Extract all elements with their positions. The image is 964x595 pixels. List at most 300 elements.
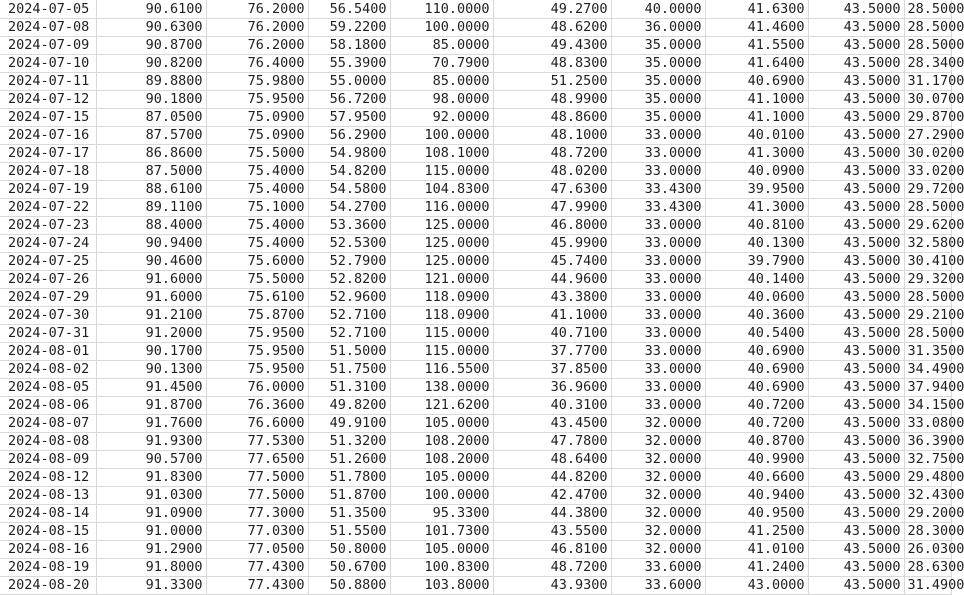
- value-cell[interactable]: 40.9500: [705, 505, 808, 523]
- value-cell[interactable]: 40.7100: [493, 325, 611, 343]
- value-cell[interactable]: 76.2000: [206, 37, 308, 55]
- value-cell[interactable]: 41.3000: [705, 199, 808, 217]
- value-cell[interactable]: 91.2900: [96, 541, 206, 559]
- value-cell[interactable]: 33.0000: [611, 163, 705, 181]
- value-cell[interactable]: 33.0000: [611, 307, 705, 325]
- value-cell[interactable]: 43.5000: [808, 469, 904, 487]
- value-cell[interactable]: 43.5000: [808, 199, 904, 217]
- value-cell[interactable]: 52.7900: [308, 253, 390, 271]
- date-cell[interactable]: 2024-07-11: [0, 73, 96, 91]
- value-cell[interactable]: 30.0700: [904, 91, 951, 109]
- date-cell[interactable]: 2024-07-05: [0, 0, 96, 19]
- value-cell[interactable]: 58.1800: [308, 37, 390, 55]
- value-cell[interactable]: 43.5000: [808, 55, 904, 73]
- value-cell[interactable]: 41.3000: [705, 145, 808, 163]
- value-cell[interactable]: 47.6300: [493, 181, 611, 199]
- value-cell[interactable]: 40.6900: [705, 343, 808, 361]
- value-cell[interactable]: 54.5800: [308, 181, 390, 199]
- value-cell[interactable]: 43.5000: [808, 289, 904, 307]
- value-cell[interactable]: 75.5000: [206, 145, 308, 163]
- value-cell[interactable]: 43.5000: [808, 0, 904, 19]
- value-cell[interactable]: 43.5000: [808, 307, 904, 325]
- value-cell[interactable]: 33.0800: [904, 415, 951, 433]
- value-cell[interactable]: 41.2400: [705, 559, 808, 577]
- date-cell[interactable]: 2024-08-12: [0, 469, 96, 487]
- value-cell[interactable]: 32.4300: [904, 487, 951, 505]
- value-cell[interactable]: 40.0600: [705, 289, 808, 307]
- value-cell[interactable]: 54.8200: [308, 163, 390, 181]
- value-cell[interactable]: 118.0900: [390, 289, 493, 307]
- value-cell[interactable]: 88.4000: [96, 217, 206, 235]
- value-cell[interactable]: 51.3200: [308, 433, 390, 451]
- value-cell[interactable]: 29.3200: [904, 271, 951, 289]
- value-cell[interactable]: 33.0000: [611, 253, 705, 271]
- value-cell[interactable]: 32.7500: [904, 451, 951, 469]
- value-cell[interactable]: 28.6300: [904, 559, 951, 577]
- value-cell[interactable]: 34.4900: [904, 361, 951, 379]
- value-cell[interactable]: 77.3000: [206, 505, 308, 523]
- value-cell[interactable]: 43.5000: [808, 361, 904, 379]
- value-cell[interactable]: 43.5000: [808, 127, 904, 145]
- value-cell[interactable]: 90.8700: [96, 37, 206, 55]
- value-cell[interactable]: 54.2700: [308, 199, 390, 217]
- value-cell[interactable]: 91.8700: [96, 397, 206, 415]
- value-cell[interactable]: 33.4300: [611, 199, 705, 217]
- value-cell[interactable]: 47.7800: [493, 433, 611, 451]
- date-cell[interactable]: 2024-07-15: [0, 109, 96, 127]
- value-cell[interactable]: 30.4100: [904, 253, 951, 271]
- value-cell[interactable]: 33.0000: [611, 397, 705, 415]
- value-cell[interactable]: 75.9500: [206, 91, 308, 109]
- value-cell[interactable]: 31.3500: [904, 343, 951, 361]
- value-cell[interactable]: 40.6900: [705, 379, 808, 397]
- value-cell[interactable]: 32.0000: [611, 469, 705, 487]
- value-cell[interactable]: 44.9600: [493, 271, 611, 289]
- value-cell[interactable]: 52.5300: [308, 235, 390, 253]
- value-cell[interactable]: 28.5000: [904, 199, 951, 217]
- date-cell[interactable]: 2024-07-24: [0, 235, 96, 253]
- value-cell[interactable]: 87.5700: [96, 127, 206, 145]
- date-cell[interactable]: 2024-08-07: [0, 415, 96, 433]
- value-cell[interactable]: 33.0000: [611, 361, 705, 379]
- value-cell[interactable]: 91.2000: [96, 325, 206, 343]
- value-cell[interactable]: 115.0000: [390, 343, 493, 361]
- value-cell[interactable]: 91.4500: [96, 379, 206, 397]
- value-cell[interactable]: 85.0000: [390, 73, 493, 91]
- value-cell[interactable]: 43.5000: [808, 415, 904, 433]
- value-cell[interactable]: 43.5000: [808, 505, 904, 523]
- value-cell[interactable]: 51.5500: [308, 523, 390, 541]
- value-cell[interactable]: 91.8000: [96, 559, 206, 577]
- value-cell[interactable]: 30.0200: [904, 145, 951, 163]
- value-cell[interactable]: 43.5000: [808, 145, 904, 163]
- value-cell[interactable]: 39.9500: [705, 181, 808, 199]
- value-cell[interactable]: 100.0000: [390, 19, 493, 37]
- value-cell[interactable]: 43.5000: [808, 181, 904, 199]
- value-cell[interactable]: 76.0000: [206, 379, 308, 397]
- value-cell[interactable]: 28.3000: [904, 523, 951, 541]
- value-cell[interactable]: 29.2100: [904, 307, 951, 325]
- value-cell[interactable]: 90.1700: [96, 343, 206, 361]
- value-cell[interactable]: 41.6400: [705, 55, 808, 73]
- value-cell[interactable]: 116.5500: [390, 361, 493, 379]
- value-cell[interactable]: 49.2700: [493, 0, 611, 19]
- value-cell[interactable]: 75.8700: [206, 307, 308, 325]
- value-cell[interactable]: 75.4000: [206, 163, 308, 181]
- value-cell[interactable]: 121.6200: [390, 397, 493, 415]
- value-cell[interactable]: 54.9800: [308, 145, 390, 163]
- value-cell[interactable]: 75.9500: [206, 361, 308, 379]
- value-cell[interactable]: 43.5000: [808, 163, 904, 181]
- value-cell[interactable]: 51.7500: [308, 361, 390, 379]
- value-cell[interactable]: 110.0000: [390, 0, 493, 19]
- value-cell[interactable]: 125.0000: [390, 235, 493, 253]
- value-cell[interactable]: 48.8600: [493, 109, 611, 127]
- value-cell[interactable]: 35.0000: [611, 55, 705, 73]
- value-cell[interactable]: 31.4900: [904, 577, 951, 595]
- value-cell[interactable]: 75.4000: [206, 217, 308, 235]
- value-cell[interactable]: 47.9900: [493, 199, 611, 217]
- value-cell[interactable]: 36.9600: [493, 379, 611, 397]
- value-cell[interactable]: 43.9300: [493, 577, 611, 595]
- value-cell[interactable]: 76.2000: [206, 19, 308, 37]
- value-cell[interactable]: 48.6400: [493, 451, 611, 469]
- value-cell[interactable]: 32.0000: [611, 451, 705, 469]
- value-cell[interactable]: 43.5000: [808, 541, 904, 559]
- value-cell[interactable]: 91.2100: [96, 307, 206, 325]
- value-cell[interactable]: 43.5500: [493, 523, 611, 541]
- value-cell[interactable]: 42.4700: [493, 487, 611, 505]
- value-cell[interactable]: 43.5000: [808, 433, 904, 451]
- value-cell[interactable]: 43.5000: [808, 451, 904, 469]
- value-cell[interactable]: 91.0000: [96, 523, 206, 541]
- value-cell[interactable]: 43.3800: [493, 289, 611, 307]
- value-cell[interactable]: 75.4000: [206, 181, 308, 199]
- value-cell[interactable]: 89.8800: [96, 73, 206, 91]
- value-cell[interactable]: 48.6200: [493, 19, 611, 37]
- value-cell[interactable]: 43.4500: [493, 415, 611, 433]
- value-cell[interactable]: 100.8300: [390, 559, 493, 577]
- value-cell[interactable]: 28.5000: [904, 19, 951, 37]
- value-cell[interactable]: 44.3800: [493, 505, 611, 523]
- value-cell[interactable]: 33.0000: [611, 235, 705, 253]
- value-cell[interactable]: 98.0000: [390, 91, 493, 109]
- value-cell[interactable]: 105.0000: [390, 415, 493, 433]
- date-cell[interactable]: 2024-08-14: [0, 505, 96, 523]
- value-cell[interactable]: 48.7200: [493, 145, 611, 163]
- value-cell[interactable]: 26.0300: [904, 541, 951, 559]
- value-cell[interactable]: 41.0100: [705, 541, 808, 559]
- value-cell[interactable]: 51.2600: [308, 451, 390, 469]
- value-cell[interactable]: 39.7900: [705, 253, 808, 271]
- date-cell[interactable]: 2024-07-17: [0, 145, 96, 163]
- value-cell[interactable]: 56.2900: [308, 127, 390, 145]
- value-cell[interactable]: 52.7100: [308, 325, 390, 343]
- value-cell[interactable]: 33.4300: [611, 181, 705, 199]
- value-cell[interactable]: 40.3100: [493, 397, 611, 415]
- date-cell[interactable]: 2024-07-19: [0, 181, 96, 199]
- value-cell[interactable]: 90.1800: [96, 91, 206, 109]
- value-cell[interactable]: 75.9800: [206, 73, 308, 91]
- value-cell[interactable]: 34.1500: [904, 397, 951, 415]
- value-cell[interactable]: 76.4000: [206, 55, 308, 73]
- value-cell[interactable]: 91.6000: [96, 289, 206, 307]
- value-cell[interactable]: 75.9500: [206, 343, 308, 361]
- date-cell[interactable]: 2024-08-15: [0, 523, 96, 541]
- value-cell[interactable]: 90.6100: [96, 0, 206, 19]
- value-cell[interactable]: 75.0900: [206, 109, 308, 127]
- value-cell[interactable]: 77.5000: [206, 469, 308, 487]
- value-cell[interactable]: 49.8200: [308, 397, 390, 415]
- value-cell[interactable]: 43.5000: [808, 523, 904, 541]
- value-cell[interactable]: 48.7200: [493, 559, 611, 577]
- value-cell[interactable]: 105.0000: [390, 541, 493, 559]
- value-cell[interactable]: 33.0000: [611, 127, 705, 145]
- value-cell[interactable]: 108.1000: [390, 145, 493, 163]
- value-cell[interactable]: 115.0000: [390, 163, 493, 181]
- value-cell[interactable]: 75.6000: [206, 253, 308, 271]
- value-cell[interactable]: 56.7200: [308, 91, 390, 109]
- value-cell[interactable]: 29.6200: [904, 217, 951, 235]
- value-cell[interactable]: 29.2000: [904, 505, 951, 523]
- value-cell[interactable]: 118.0900: [390, 307, 493, 325]
- value-cell[interactable]: 43.5000: [808, 37, 904, 55]
- value-cell[interactable]: 77.0300: [206, 523, 308, 541]
- value-cell[interactable]: 33.0000: [611, 271, 705, 289]
- value-cell[interactable]: 100.0000: [390, 127, 493, 145]
- value-cell[interactable]: 41.2500: [705, 523, 808, 541]
- value-cell[interactable]: 43.5000: [808, 325, 904, 343]
- value-cell[interactable]: 43.5000: [808, 217, 904, 235]
- value-cell[interactable]: 75.5000: [206, 271, 308, 289]
- value-cell[interactable]: 29.4800: [904, 469, 951, 487]
- value-cell[interactable]: 87.5000: [96, 163, 206, 181]
- value-cell[interactable]: 52.8200: [308, 271, 390, 289]
- value-cell[interactable]: 40.0100: [705, 127, 808, 145]
- value-cell[interactable]: 40.8100: [705, 217, 808, 235]
- value-cell[interactable]: 104.8300: [390, 181, 493, 199]
- value-cell[interactable]: 33.0000: [611, 343, 705, 361]
- value-cell[interactable]: 85.0000: [390, 37, 493, 55]
- value-cell[interactable]: 33.0000: [611, 145, 705, 163]
- value-cell[interactable]: 40.0900: [705, 163, 808, 181]
- date-cell[interactable]: 2024-07-31: [0, 325, 96, 343]
- value-cell[interactable]: 43.5000: [808, 73, 904, 91]
- value-cell[interactable]: 40.9400: [705, 487, 808, 505]
- value-cell[interactable]: 37.7700: [493, 343, 611, 361]
- value-cell[interactable]: 36.0000: [611, 19, 705, 37]
- value-cell[interactable]: 40.5400: [705, 325, 808, 343]
- value-cell[interactable]: 41.4600: [705, 19, 808, 37]
- value-cell[interactable]: 86.8600: [96, 145, 206, 163]
- value-cell[interactable]: 105.0000: [390, 469, 493, 487]
- date-cell[interactable]: 2024-08-08: [0, 433, 96, 451]
- value-cell[interactable]: 43.5000: [808, 343, 904, 361]
- value-cell[interactable]: 43.5000: [808, 577, 904, 595]
- date-cell[interactable]: 2024-08-02: [0, 361, 96, 379]
- value-cell[interactable]: 91.7600: [96, 415, 206, 433]
- value-cell[interactable]: 43.5000: [808, 91, 904, 109]
- value-cell[interactable]: 48.9900: [493, 91, 611, 109]
- date-cell[interactable]: 2024-08-06: [0, 397, 96, 415]
- value-cell[interactable]: 43.5000: [808, 19, 904, 37]
- value-cell[interactable]: 27.2900: [904, 127, 951, 145]
- value-cell[interactable]: 43.5000: [808, 109, 904, 127]
- date-cell[interactable]: 2024-07-10: [0, 55, 96, 73]
- value-cell[interactable]: 28.5000: [904, 289, 951, 307]
- date-cell[interactable]: 2024-07-16: [0, 127, 96, 145]
- value-cell[interactable]: 88.6100: [96, 181, 206, 199]
- value-cell[interactable]: 51.5000: [308, 343, 390, 361]
- value-cell[interactable]: 33.0200: [904, 163, 951, 181]
- value-cell[interactable]: 32.0000: [611, 433, 705, 451]
- value-cell[interactable]: 91.9300: [96, 433, 206, 451]
- value-cell[interactable]: 33.6000: [611, 559, 705, 577]
- value-cell[interactable]: 76.6000: [206, 415, 308, 433]
- date-cell[interactable]: 2024-08-01: [0, 343, 96, 361]
- value-cell[interactable]: 57.9500: [308, 109, 390, 127]
- value-cell[interactable]: 52.7100: [308, 307, 390, 325]
- date-cell[interactable]: 2024-07-30: [0, 307, 96, 325]
- value-cell[interactable]: 49.9100: [308, 415, 390, 433]
- value-cell[interactable]: 108.2000: [390, 451, 493, 469]
- value-cell[interactable]: 125.0000: [390, 253, 493, 271]
- value-cell[interactable]: 55.0000: [308, 73, 390, 91]
- value-cell[interactable]: 31.1700: [904, 73, 951, 91]
- value-cell[interactable]: 32.0000: [611, 415, 705, 433]
- value-cell[interactable]: 40.7200: [705, 397, 808, 415]
- value-cell[interactable]: 40.6900: [705, 361, 808, 379]
- value-cell[interactable]: 90.8200: [96, 55, 206, 73]
- value-cell[interactable]: 55.3900: [308, 55, 390, 73]
- value-cell[interactable]: 50.8800: [308, 577, 390, 595]
- value-cell[interactable]: 103.8000: [390, 577, 493, 595]
- date-cell[interactable]: 2024-07-12: [0, 91, 96, 109]
- value-cell[interactable]: 75.9500: [206, 325, 308, 343]
- date-cell[interactable]: 2024-07-23: [0, 217, 96, 235]
- date-cell[interactable]: 2024-07-29: [0, 289, 96, 307]
- value-cell[interactable]: 32.0000: [611, 487, 705, 505]
- date-cell[interactable]: 2024-07-09: [0, 37, 96, 55]
- value-cell[interactable]: 87.0500: [96, 109, 206, 127]
- value-cell[interactable]: 35.0000: [611, 37, 705, 55]
- value-cell[interactable]: 33.0000: [611, 217, 705, 235]
- value-cell[interactable]: 51.3500: [308, 505, 390, 523]
- date-cell[interactable]: 2024-08-05: [0, 379, 96, 397]
- value-cell[interactable]: 138.0000: [390, 379, 493, 397]
- value-cell[interactable]: 44.8200: [493, 469, 611, 487]
- value-cell[interactable]: 116.0000: [390, 199, 493, 217]
- value-cell[interactable]: 77.4300: [206, 577, 308, 595]
- value-cell[interactable]: 77.0500: [206, 541, 308, 559]
- value-cell[interactable]: 101.7300: [390, 523, 493, 541]
- value-cell[interactable]: 40.6600: [705, 469, 808, 487]
- value-cell[interactable]: 75.6100: [206, 289, 308, 307]
- value-cell[interactable]: 125.0000: [390, 217, 493, 235]
- value-cell[interactable]: 75.0900: [206, 127, 308, 145]
- value-cell[interactable]: 40.3600: [705, 307, 808, 325]
- value-cell[interactable]: 43.5000: [808, 235, 904, 253]
- value-cell[interactable]: 32.0000: [611, 523, 705, 541]
- value-cell[interactable]: 37.8500: [493, 361, 611, 379]
- value-cell[interactable]: 28.5000: [904, 325, 951, 343]
- value-cell[interactable]: 108.2000: [390, 433, 493, 451]
- value-cell[interactable]: 29.8700: [904, 109, 951, 127]
- value-cell[interactable]: 90.1300: [96, 361, 206, 379]
- date-cell[interactable]: 2024-08-09: [0, 451, 96, 469]
- value-cell[interactable]: 90.6300: [96, 19, 206, 37]
- value-cell[interactable]: 59.2200: [308, 19, 390, 37]
- value-cell[interactable]: 95.3300: [390, 505, 493, 523]
- value-cell[interactable]: 28.5000: [904, 0, 951, 19]
- value-cell[interactable]: 33.0000: [611, 325, 705, 343]
- value-cell[interactable]: 43.5000: [808, 397, 904, 415]
- date-cell[interactable]: 2024-08-16: [0, 541, 96, 559]
- value-cell[interactable]: 28.3400: [904, 55, 951, 73]
- value-cell[interactable]: 40.8700: [705, 433, 808, 451]
- value-cell[interactable]: 48.1000: [493, 127, 611, 145]
- date-cell[interactable]: 2024-08-13: [0, 487, 96, 505]
- date-cell[interactable]: 2024-08-19: [0, 559, 96, 577]
- date-cell[interactable]: 2024-07-25: [0, 253, 96, 271]
- value-cell[interactable]: 41.1000: [493, 307, 611, 325]
- value-cell[interactable]: 91.6000: [96, 271, 206, 289]
- value-cell[interactable]: 43.5000: [808, 253, 904, 271]
- value-cell[interactable]: 76.2000: [206, 0, 308, 19]
- value-cell[interactable]: 33.0000: [611, 379, 705, 397]
- value-cell[interactable]: 40.1300: [705, 235, 808, 253]
- value-cell[interactable]: 121.0000: [390, 271, 493, 289]
- value-cell[interactable]: 50.8000: [308, 541, 390, 559]
- value-cell[interactable]: 77.6500: [206, 451, 308, 469]
- value-cell[interactable]: 35.0000: [611, 73, 705, 91]
- value-cell[interactable]: 43.5000: [808, 487, 904, 505]
- date-cell[interactable]: 2024-08-20: [0, 577, 96, 595]
- value-cell[interactable]: 51.3100: [308, 379, 390, 397]
- value-cell[interactable]: 89.1100: [96, 199, 206, 217]
- value-cell[interactable]: 29.7200: [904, 181, 951, 199]
- value-cell[interactable]: 75.4000: [206, 235, 308, 253]
- value-cell[interactable]: 40.6900: [705, 73, 808, 91]
- value-cell[interactable]: 50.6700: [308, 559, 390, 577]
- value-cell[interactable]: 43.0000: [705, 577, 808, 595]
- value-cell[interactable]: 41.5500: [705, 37, 808, 55]
- value-cell[interactable]: 41.1000: [705, 109, 808, 127]
- value-cell[interactable]: 91.0300: [96, 487, 206, 505]
- value-cell[interactable]: 46.8000: [493, 217, 611, 235]
- value-cell[interactable]: 49.4300: [493, 37, 611, 55]
- value-cell[interactable]: 45.9900: [493, 235, 611, 253]
- value-cell[interactable]: 70.7900: [390, 55, 493, 73]
- value-cell[interactable]: 32.5800: [904, 235, 951, 253]
- value-cell[interactable]: 48.0200: [493, 163, 611, 181]
- value-cell[interactable]: 40.7200: [705, 415, 808, 433]
- value-cell[interactable]: 33.0000: [611, 289, 705, 307]
- value-cell[interactable]: 56.5400: [308, 0, 390, 19]
- date-cell[interactable]: 2024-07-08: [0, 19, 96, 37]
- value-cell[interactable]: 77.4300: [206, 559, 308, 577]
- value-cell[interactable]: 43.5000: [808, 559, 904, 577]
- value-cell[interactable]: 77.5300: [206, 433, 308, 451]
- value-cell[interactable]: 76.3600: [206, 397, 308, 415]
- value-cell[interactable]: 41.6300: [705, 0, 808, 19]
- value-cell[interactable]: 51.7800: [308, 469, 390, 487]
- value-cell[interactable]: 115.0000: [390, 325, 493, 343]
- value-cell[interactable]: 52.9600: [308, 289, 390, 307]
- value-cell[interactable]: 43.5000: [808, 271, 904, 289]
- value-cell[interactable]: 92.0000: [390, 109, 493, 127]
- value-cell[interactable]: 51.8700: [308, 487, 390, 505]
